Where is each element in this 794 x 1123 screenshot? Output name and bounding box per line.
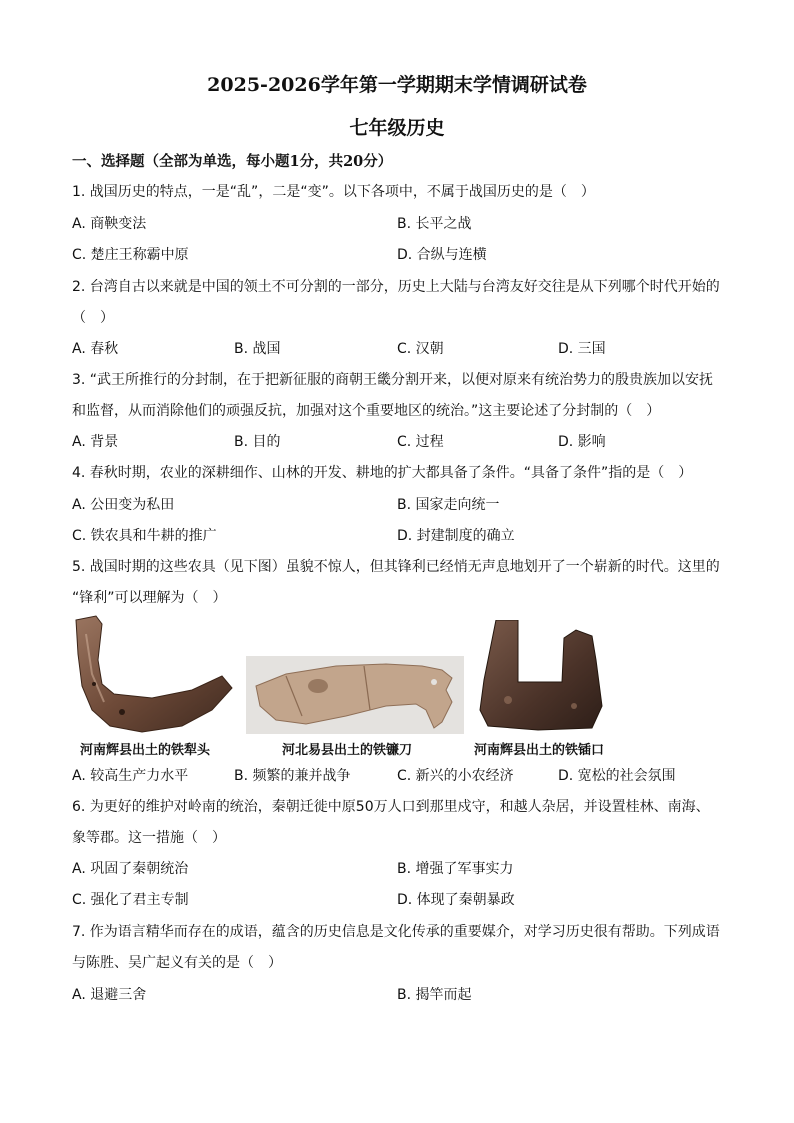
q3-option-c[interactable]: C. 过程 — [397, 434, 444, 450]
q6-option-c[interactable]: C. 强化了君主专制 — [72, 892, 189, 908]
iron-sickle-image — [246, 656, 464, 734]
question-4-text: 4. 春秋时期，农业的深耕细作、山林的开发、耕地的扩大都具备了条件。“具备了条件”指的是（ ） — [72, 465, 693, 481]
question-5-text-cont: “锋利”可以理解为（ ） — [72, 590, 227, 606]
q1-option-d[interactable]: D. 合纵与连横 — [397, 247, 487, 263]
question-5-text: 5. 战国时期的这些农具（见下图）虽貌不惊人，但其锋利已经悄无声息地划开了一个崭新的时代。这里的 — [72, 559, 720, 575]
question-6-text-cont: 象等郡。这一措施（ ） — [72, 830, 226, 846]
q5-option-c[interactable]: C. 新兴的小农经济 — [397, 768, 514, 784]
question-2-text-cont: （ ） — [72, 310, 114, 326]
q7-option-b[interactable]: B. 揭竿而起 — [397, 987, 472, 1003]
exam-title: 2025-2026学年第一学期期末学情调研试卷 — [207, 74, 587, 96]
q4-option-d[interactable]: D. 封建制度的确立 — [397, 528, 515, 544]
question-2-text: 2. 台湾自古以来就是中国的领土不可分割的一部分，历史上大陆与台湾友好交往是从下列哪个时代开始的 — [72, 279, 720, 295]
q1-option-c[interactable]: C. 楚庄王称霸中原 — [72, 247, 189, 263]
question-3-text-cont: 和监督，从而消除他们的顽强反抗，加强对这个重要地区的统治。”这主要论述了分封制的（ ） — [72, 403, 661, 419]
section-heading: 一、选择题（全部为单选，每小题1分，共20分） — [72, 153, 393, 170]
q4-option-b[interactable]: B. 国家走向统一 — [397, 497, 500, 513]
q2-option-b[interactable]: B. 战国 — [234, 341, 281, 357]
q2-option-d[interactable]: D. 三国 — [558, 341, 606, 357]
q2-option-c[interactable]: C. 汉朝 — [397, 341, 444, 357]
q1-option-b[interactable]: B. 长平之战 — [397, 216, 472, 232]
q7-option-a[interactable]: A. 退避三舍 — [72, 987, 147, 1003]
figure-2-caption: 河北易县出土的铁镰刀 — [282, 743, 413, 758]
q3-option-b[interactable]: B. 目的 — [234, 434, 281, 450]
question-7-text-cont: 与陈胜、吴广起义有关的是（ ） — [72, 955, 282, 971]
q1-option-a[interactable]: A. 商鞅变法 — [72, 216, 147, 232]
q2-option-a[interactable]: A. 春秋 — [72, 341, 119, 357]
exam-subtitle: 七年级历史 — [349, 117, 445, 139]
iron-plowshare-image — [72, 614, 234, 734]
q4-option-a[interactable]: A. 公田变为私田 — [72, 497, 175, 513]
q3-option-a[interactable]: A. 背景 — [72, 434, 119, 450]
q4-option-c[interactable]: C. 铁农具和牛耕的推广 — [72, 528, 217, 544]
q5-option-d[interactable]: D. 宽松的社会氛围 — [558, 768, 676, 784]
q6-option-d[interactable]: D. 体现了秦朝暴政 — [397, 892, 515, 908]
q3-option-d[interactable]: D. 影响 — [558, 434, 606, 450]
figure-1-caption: 河南辉县出土的铁犁头 — [80, 743, 211, 758]
question-7-text: 7. 作为语言精华而存在的成语，蕴含的历史信息是文化传承的重要媒介，对学习历史很有帮助。下列成语 — [72, 924, 720, 940]
q6-option-a[interactable]: A. 巩固了秦朝统治 — [72, 861, 189, 877]
question-3-text: 3. “武王所推行的分封制，在于把新征服的商朝王畿分割开来，以便对原来有统治势力的殷贵族加以安抚 — [72, 372, 714, 388]
iron-spade-image — [478, 620, 604, 732]
q5-option-b[interactable]: B. 频繁的兼并战争 — [234, 768, 351, 784]
figure-3-caption: 河南辉县出土的铁锸口 — [474, 743, 605, 758]
q6-option-b[interactable]: B. 增强了军事实力 — [397, 861, 514, 877]
question-1-text: 1. 战国历史的特点，一是“乱”，二是“变”。以下各项中，不属于战国历史的是（ ） — [72, 184, 595, 200]
question-6-text: 6. 为更好的维护对岭南的统治，秦朝迁徙中原50万人口到那里戍守，和越人杂居，并设置桂林、南海、 — [72, 799, 710, 815]
q5-option-a[interactable]: A. 较高生产力水平 — [72, 768, 189, 784]
